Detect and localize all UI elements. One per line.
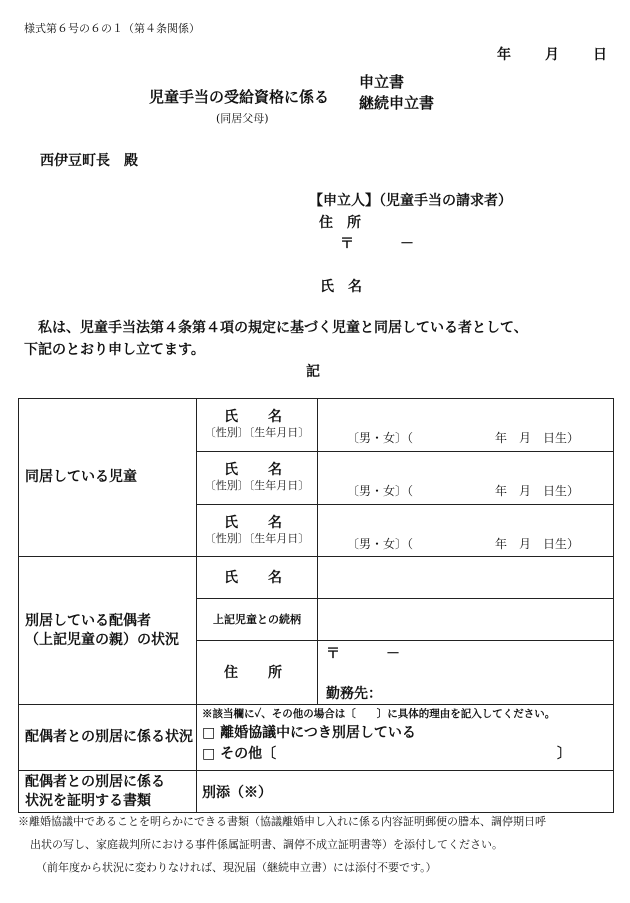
spouse-relation-input[interactable] [318,599,614,641]
spouse-address-label-cell [197,641,318,705]
child-name-label-cell [197,452,318,505]
child-sub-label: 〔性別〕〔生年月日〕 [204,479,310,492]
note-line2: 出状の写し、家庭裁判所における事件係属証明書、調停不成立証明書等）を添付してください。 [30,838,503,851]
ki-heading: 記 [306,364,320,380]
child-sub-label: 〔性別〕〔生年月日〕 [204,426,310,439]
spouse-postal-dash: － [386,646,400,662]
note-line1: ※離婚協議中であることを明らかにできる書類（協議離婚申し入れに係る内容証明郵便の謄本、調停期日呼 [18,815,546,828]
children-category: 同居している児童 [19,399,197,557]
child-birth: 年 月 日生） [495,431,580,445]
applicant-postal-mark: 〒 [340,236,354,252]
applicant-address-label: 住 所 [319,215,361,231]
spouse-name-label: 氏 名 [224,569,290,586]
date-year: 年 [497,47,511,63]
separation-option-other-close: 〕 [557,746,571,762]
child-value-cell[interactable] [318,505,614,557]
applicant-postal-dash: － [400,236,414,252]
form-number: 様式第６号の６の１（第４条関係） [24,22,200,35]
separation-instruction: ※該当欄に✓、その他の場合は〔 〕に具体的理由を記入してください。 [202,708,556,720]
applicant-name-label: 氏 名 [320,279,362,295]
addressee: 西伊豆町長 殿 [40,153,138,169]
proof-category [19,771,197,813]
spouse-postal-mark: 〒 [326,646,340,662]
declaration-table [18,398,614,813]
title-option-application: 申立書 [359,73,405,91]
applicant-heading: 【申立人】（児童手当の請求者） [309,193,512,209]
proof-row [19,771,614,813]
spouse-address-label: 住 所 [224,664,290,681]
spouse-category [19,557,197,705]
child-gender: 〔男・女〕（ [347,431,414,445]
date-day: 日 [593,47,607,63]
child-name-label-cell [197,505,318,557]
child-birth: 年 月 日生） [495,484,580,498]
separation-category: 配偶者との別居に係る状況 [19,705,197,771]
child-name-label: 氏 名 [224,462,290,478]
child-gender: 〔男・女〕（ [347,537,414,551]
form-title: 児童手当の受給資格に係る [149,88,330,106]
child-name-label-cell [197,399,318,452]
separation-row [19,705,614,771]
child-name-label: 氏 名 [224,514,290,531]
proof-value: 別添（※） [197,771,614,813]
note-line3: （前年度から状況に変わりなければ、現況届（継続申立書）には添付不要です。） [36,861,437,874]
separation-cell [197,705,614,771]
spouse-relation-label: 上記児童との続柄 [197,599,318,641]
child-name-label: 氏 名 [224,409,290,425]
statement-line1: 私は、児童手当法第４条第４項の規定に基づく児童と同居している者として、 [38,320,528,336]
child-sub-label: 〔性別〕〔生年月日〕 [204,531,310,545]
separation-option-other-label: □ その他〔 [202,746,277,762]
separation-option-other[interactable] [202,744,613,765]
date-month: 月 [545,47,559,63]
child-value-cell[interactable] [318,452,614,505]
spouse-name-label-cell [197,557,318,599]
child-row [19,399,614,452]
spouse-workplace-label: 勤務先： [326,686,382,702]
child-value-cell[interactable] [318,399,614,452]
spouse-name-row [19,557,614,599]
child-birth: 年 月 日生） [495,537,580,551]
spouse-category-line1: 別居している配偶者 [25,612,151,629]
spouse-category-line2: （上記児童の親）の状況 [25,631,179,648]
title-subtitle: (同居父母) [216,112,269,125]
separation-option-divorce-talks[interactable]: □ 離婚協議中につき別居している [202,725,416,741]
spouse-name-input[interactable] [318,557,614,599]
spouse-address-input[interactable] [318,641,614,705]
title-option-continuation: 継続申立書 [359,94,435,112]
proof-category-line1: 配偶者との別居に係る [25,773,165,790]
proof-category-line2: 状況を証明する書類 [25,792,151,809]
child-gender: 〔男・女〕（ [347,484,414,498]
statement-line2: 下記のとおり申し立てます。 [24,342,205,358]
